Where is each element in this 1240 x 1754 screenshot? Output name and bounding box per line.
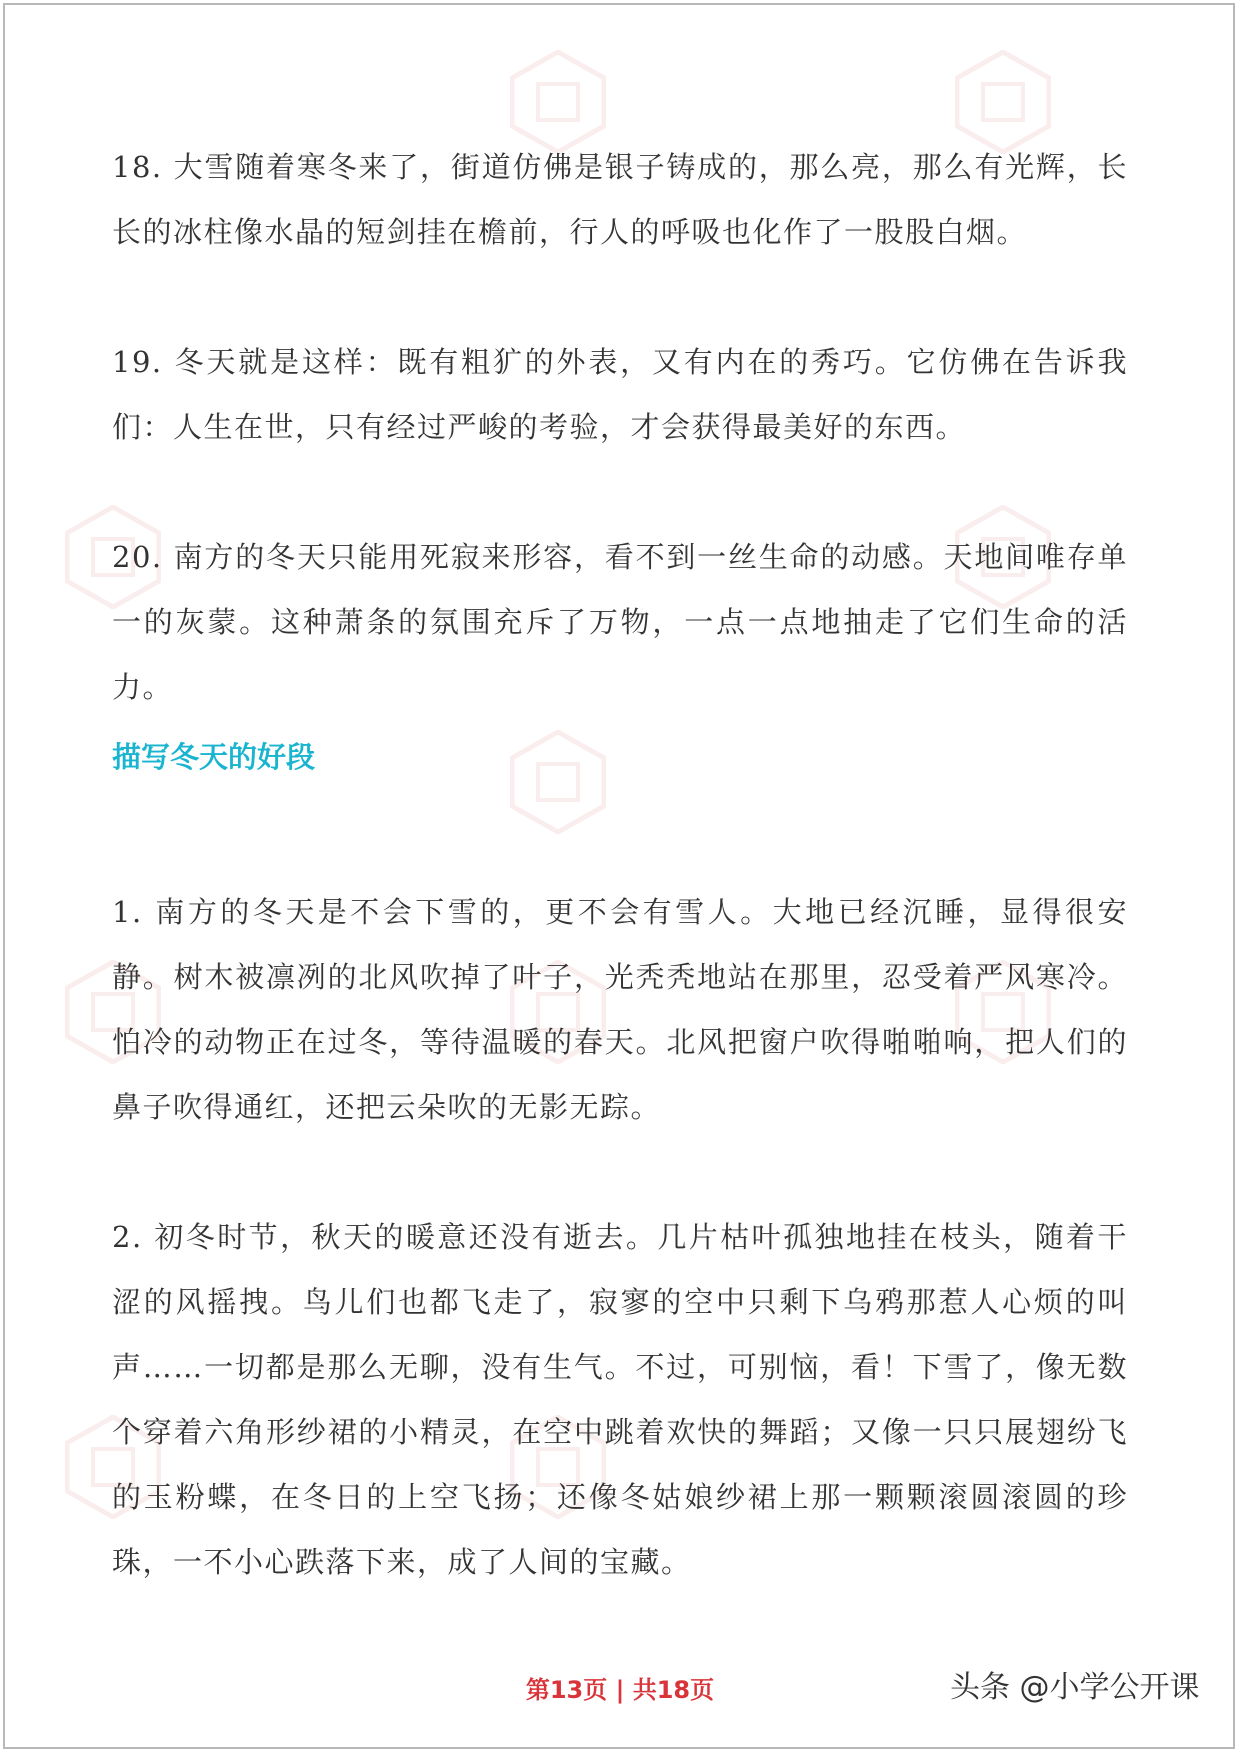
sentence-18: 18. 大雪随着寒冬来了，街道仿佛是银子铸成的，那么亮，那么有光辉，长长的冰柱像水晶的短剑挂在檐前，行人的呼吸也化作了一股股白烟。 [112, 150, 1128, 249]
watermark-icon [510, 730, 606, 834]
sentence-19: 19. 冬天就是这样：既有粗犷的外表，又有内在的秀巧。它仿佛在告诉我们：人生在世，只有经过严峻的考验，才会获得最美好的东西。 [112, 345, 1128, 444]
paragraph-1: 1. 南方的冬天是不会下雪的，更不会有雪人。大地已经沉睡，显得很安静。树木被凛冽的北风吹掉了叶子，光秃秃地站在那里，忍受着严风寒冷。怕冷的动物正在过冬，等待温暖的春天。北风把窗户吹得啪啪响，把人们的鼻子吹得通红，还把云朵吹的无影无踪。 [112, 895, 1128, 1124]
sentence-20: 20. 南方的冬天只能用死寂来形容，看不到一丝生命的动感。天地间唯存单一的灰蒙。这种萧条的氛围充斥了万物，一点一点地抽走了它们生命的活力。 [112, 540, 1128, 704]
section-heading: 描写冬天的好段 [112, 740, 316, 774]
source-credit: 头条 @小学公开课 [950, 1670, 1200, 1705]
page-number: 第13页 | 共18页 [525, 1676, 715, 1704]
paragraph-2: 2. 初冬时节，秋天的暖意还没有逝去。几片枯叶孤独地挂在枝头，随着干涩的风摇拽。鸟儿们也都飞走了，寂寥的空中只剩下乌鸦那惹人心烦的叫声……一切都是那么无聊，没有生气。不过，可别恼，看！下雪了，像无数个穿着六角形纱裙的小精灵，在空中跳着欢快的舞蹈；又像一只只展翅纷飞的玉粉蝶，在冬日的上空飞扬；还像冬姑娘纱裙上那一颗颗滚圆滚圆的珍珠，一不小心跌落下来，成了人间的宝藏。 [112, 1220, 1128, 1579]
